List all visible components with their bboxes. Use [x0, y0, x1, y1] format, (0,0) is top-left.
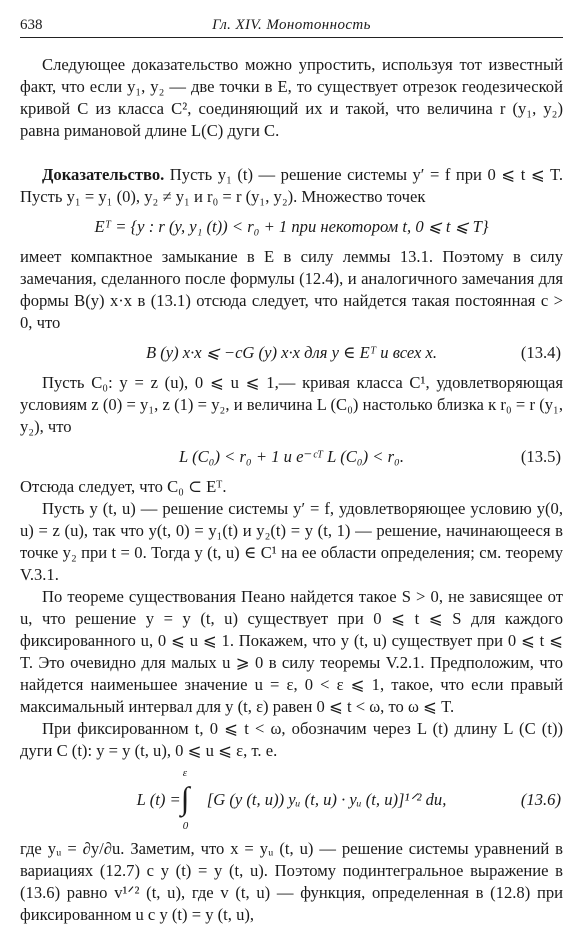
page-number: 638 [20, 17, 43, 33]
paragraph-proof-start [20, 164, 563, 208]
integral-sign [181, 768, 199, 832]
equation-13-5-text: L (C₀) < r₀ + 1 и e⁻ᶜᵀ L (C₀) < r₀. [179, 447, 404, 466]
equation-number-13-4: (13.4) [520, 343, 561, 362]
equation-number-13-6: (13.6) [520, 790, 561, 809]
integral-lower-limit: 0 [182, 820, 189, 832]
equation-13-6-lhs: L (t) = [136, 790, 181, 809]
paragraph-arc-length: При фиксированном t, 0 ⩽ t < ω, обозначим через L (t) длину L (C (t)) дуги C (t): y = y (t, u), 0 ⩽ u ⩽ ε, т. е. [20, 719, 563, 760]
proof-label: Доказательство. [42, 165, 165, 184]
equation-13-6 [20, 768, 563, 832]
equation-number-13-5: (13.5) [520, 447, 561, 466]
equation-13-6-integrand: [G (y (t, u)) yᵤ (t, u) · yᵤ (t, u)]¹ᐟ² du, [206, 790, 447, 809]
running-head: Гл. XIV. Монотонность [212, 17, 371, 33]
equation-set-ET [20, 216, 563, 238]
integral-upper-limit: ε [182, 767, 188, 779]
equation-set-ET-text: Eᵀ = {y : r (y, y₁ (t)) < r₀ + 1 при некотором t, 0 ⩽ t ⩽ T} [94, 217, 489, 236]
integral-symbol: ∫ [180, 780, 190, 816]
proof-text: Пусть y₁ (t) — решение системы y′ = f при 0 ⩽ t ⩽ T. Пусть y₁ = y₁ (0), y₂ ≠ y₁ и r₀ = r (y₁, y₂). Множество точек [20, 165, 563, 206]
paragraph-solution-y-t-u: Пусть y (t, u) — решение системы y′ = f, удовлетворяющее условию y(0, u) = z (u), так что y(t, 0) = y₁(t) и y₂(t) = y (t, 1) — решение, начинающееся в точке y₂ при t = 0. Тогда y (t, u) ∈ C¹ на ее области определения; см. теорему V.3.1. [20, 499, 563, 584]
equation-13-4-text: B (y) x·x ⩽ −cG (y) x·x для y ∈ Eᵀ и всех x. [145, 343, 438, 362]
paragraph-curve-C0: Пусть C₀: y = z (u), 0 ⩽ u ⩽ 1,— кривая класса C¹, удовлетворяющая условиям z (0) = y₁, z (1) = y₂, и величина L (C₀) настолько близка к r₀ = r (y₁, y₂), что [20, 373, 563, 436]
paragraph-peano: По теореме существования Пеано найдется такое S > 0, не зависящее от u, что решение y = y (t, u) существует при 0 ⩽ t ⩽ S для каждого фиксированного u, 0 ⩽ u ⩽ 1. Покажем, что y (t, u) существует при 0 ⩽ t ⩽ T. Это очевидно для малых u ⩾ 0 в силу теоремы V.2.1. Предположим, что найдется наименьшее значение u = ε, 0 < ε ⩽ 1, такое, что если правый максимальный интервал для y (t, ε) равен 0 ⩽ t < ω, то ω ⩽ T. [20, 587, 563, 716]
equation-13-5 [20, 446, 563, 468]
equation-13-4 [20, 342, 563, 364]
paragraph-C0-subset: Отсюда следует, что C₀ ⊂ Eᵀ. [20, 477, 227, 496]
header-rule [20, 37, 563, 38]
paragraph-variational: где yᵤ = ∂y/∂u. Заметим, что x = yᵤ (t, u) — решение системы уравнений в вариациях (12.7) с y (t) = y (t, u). Поэтому подинтегральное выражение в (13.6) равно v¹ᐟ² (t, u), где v (t, u) — функция, определенная в (12.8) при фиксированном u с y (t) = y (t, u), [20, 839, 563, 924]
paragraph-remark: Следующее доказательство можно упростить, используя тот известный факт, что если y₁, y₂ — две точки в E, то существует отрезок геодезической кривой C из класса C², соединяющий их и такой, что величина r (y₁, y₂) равна римановой длине L(C) дуги C. [20, 55, 563, 140]
paragraph-compact-closure: имеет компактное замыкание в E в силу леммы 13.1. Поэтому в силу замечания, сделанного после формулы (12.4), и аналогичного замечания для формы B(y) x·x в (13.1) отсюда следует, что найдется такая постоянная c > 0, что [20, 247, 563, 332]
page-header [20, 14, 563, 36]
